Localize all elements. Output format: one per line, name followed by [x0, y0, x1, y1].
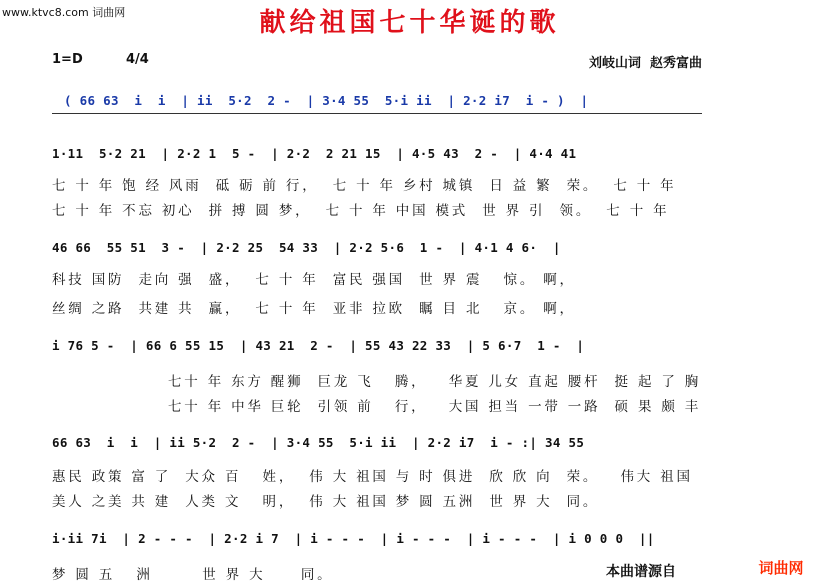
lyric-row-3-verse-1: 七十 年 东方 醒狮 巨龙 飞 腾， 华夏 儿女 直起 腰杆 挺 起 了 胸 [168, 374, 702, 390]
lyric-row-4-verse-2: 美人 之美 共 建 人类 文 明， 伟 大 祖国 梦 圆 五洲 世 界 大 同。 [52, 494, 600, 510]
key-signature: 1=D [52, 52, 83, 67]
lyric-row-2-verse-2: 丝绸 之路 共建 共 赢， 七 十 年 亚非 拉欧 瞩 目 北 京。 啊， [52, 301, 576, 317]
time-signature: 4/4 [126, 52, 149, 67]
notation-row-4: 66 63 i i | ii 5·2 2 - | 3·4 55 5·i ii | 2·2 i7 i - :| 34 55 [52, 435, 585, 450]
composer-credits: 刘岐山词 赵秀富曲 [589, 56, 703, 71]
lyric-row-5-verse-1: 梦 圆 五 洲 世 界 大 同。 [52, 567, 334, 583]
lyric-row-4-verse-1: 惠民 政策 富 了 大众 百 姓， 伟 大 祖国 与 时 俱进 欣 欣 向 荣。 伟大 祖国 [52, 469, 693, 485]
site-url[interactable]: www.ktvc8.com 词曲网 [2, 6, 126, 19]
lyric-row-1-verse-1: 七 十 年 饱 经 风雨 砥 砺 前 行， 七 十 年 乡村 城镇 日 益 繁 荣。 七 十 年 [52, 178, 677, 194]
site-logo-text: 词曲网 [758, 558, 804, 577]
notation-row-2: 46 66 55 51 3 - | 2·2 25 54 33 | 2·2 5·6 1 - | 4·1 4 6· | [52, 240, 561, 255]
site-logo[interactable] [748, 556, 814, 578]
page-title: 献给祖国七十华诞的歌 [259, 8, 560, 38]
intro-notation: ( 66 63 i i | ii 5·2 2 - | 3·4 55 5·i ii | 2·2 i7 i - ) | [64, 93, 589, 108]
lyric-row-2-verse-1: 科技 国防 走向 强 盛， 七 十 年 富民 强国 世 界 震 惊。 啊， [52, 272, 576, 288]
notation-row-3: i 76 5 - | 66 6 55 15 | 43 21 2 - | 55 43 22 33 | 5 6·7 1 - | [52, 338, 585, 353]
notation-row-5: i·ii 7i | 2 - - - | 2·2 i 7 | i - - - | i - - - | i - - - | i 0 0 0 || [52, 531, 655, 546]
lyric-row-1-verse-2: 七 十 年 不忘 初心 拼 搏 圆 梦， 七 十 年 中国 模式 世 界 引 领。 七 十 年 [52, 203, 670, 219]
notation-row-1: 1·11 5·2 21 | 2·2 1 5 - | 2·2 2 21 15 | 4·5 43 2 - | 4·4 41 [52, 146, 577, 161]
source-note: 本曲谱源自 [606, 564, 676, 580]
lyric-row-3-verse-2: 七十 年 中华 巨轮 引领 前 行， 大国 担当 一带 一路 硕 果 颇 丰 [168, 399, 702, 415]
